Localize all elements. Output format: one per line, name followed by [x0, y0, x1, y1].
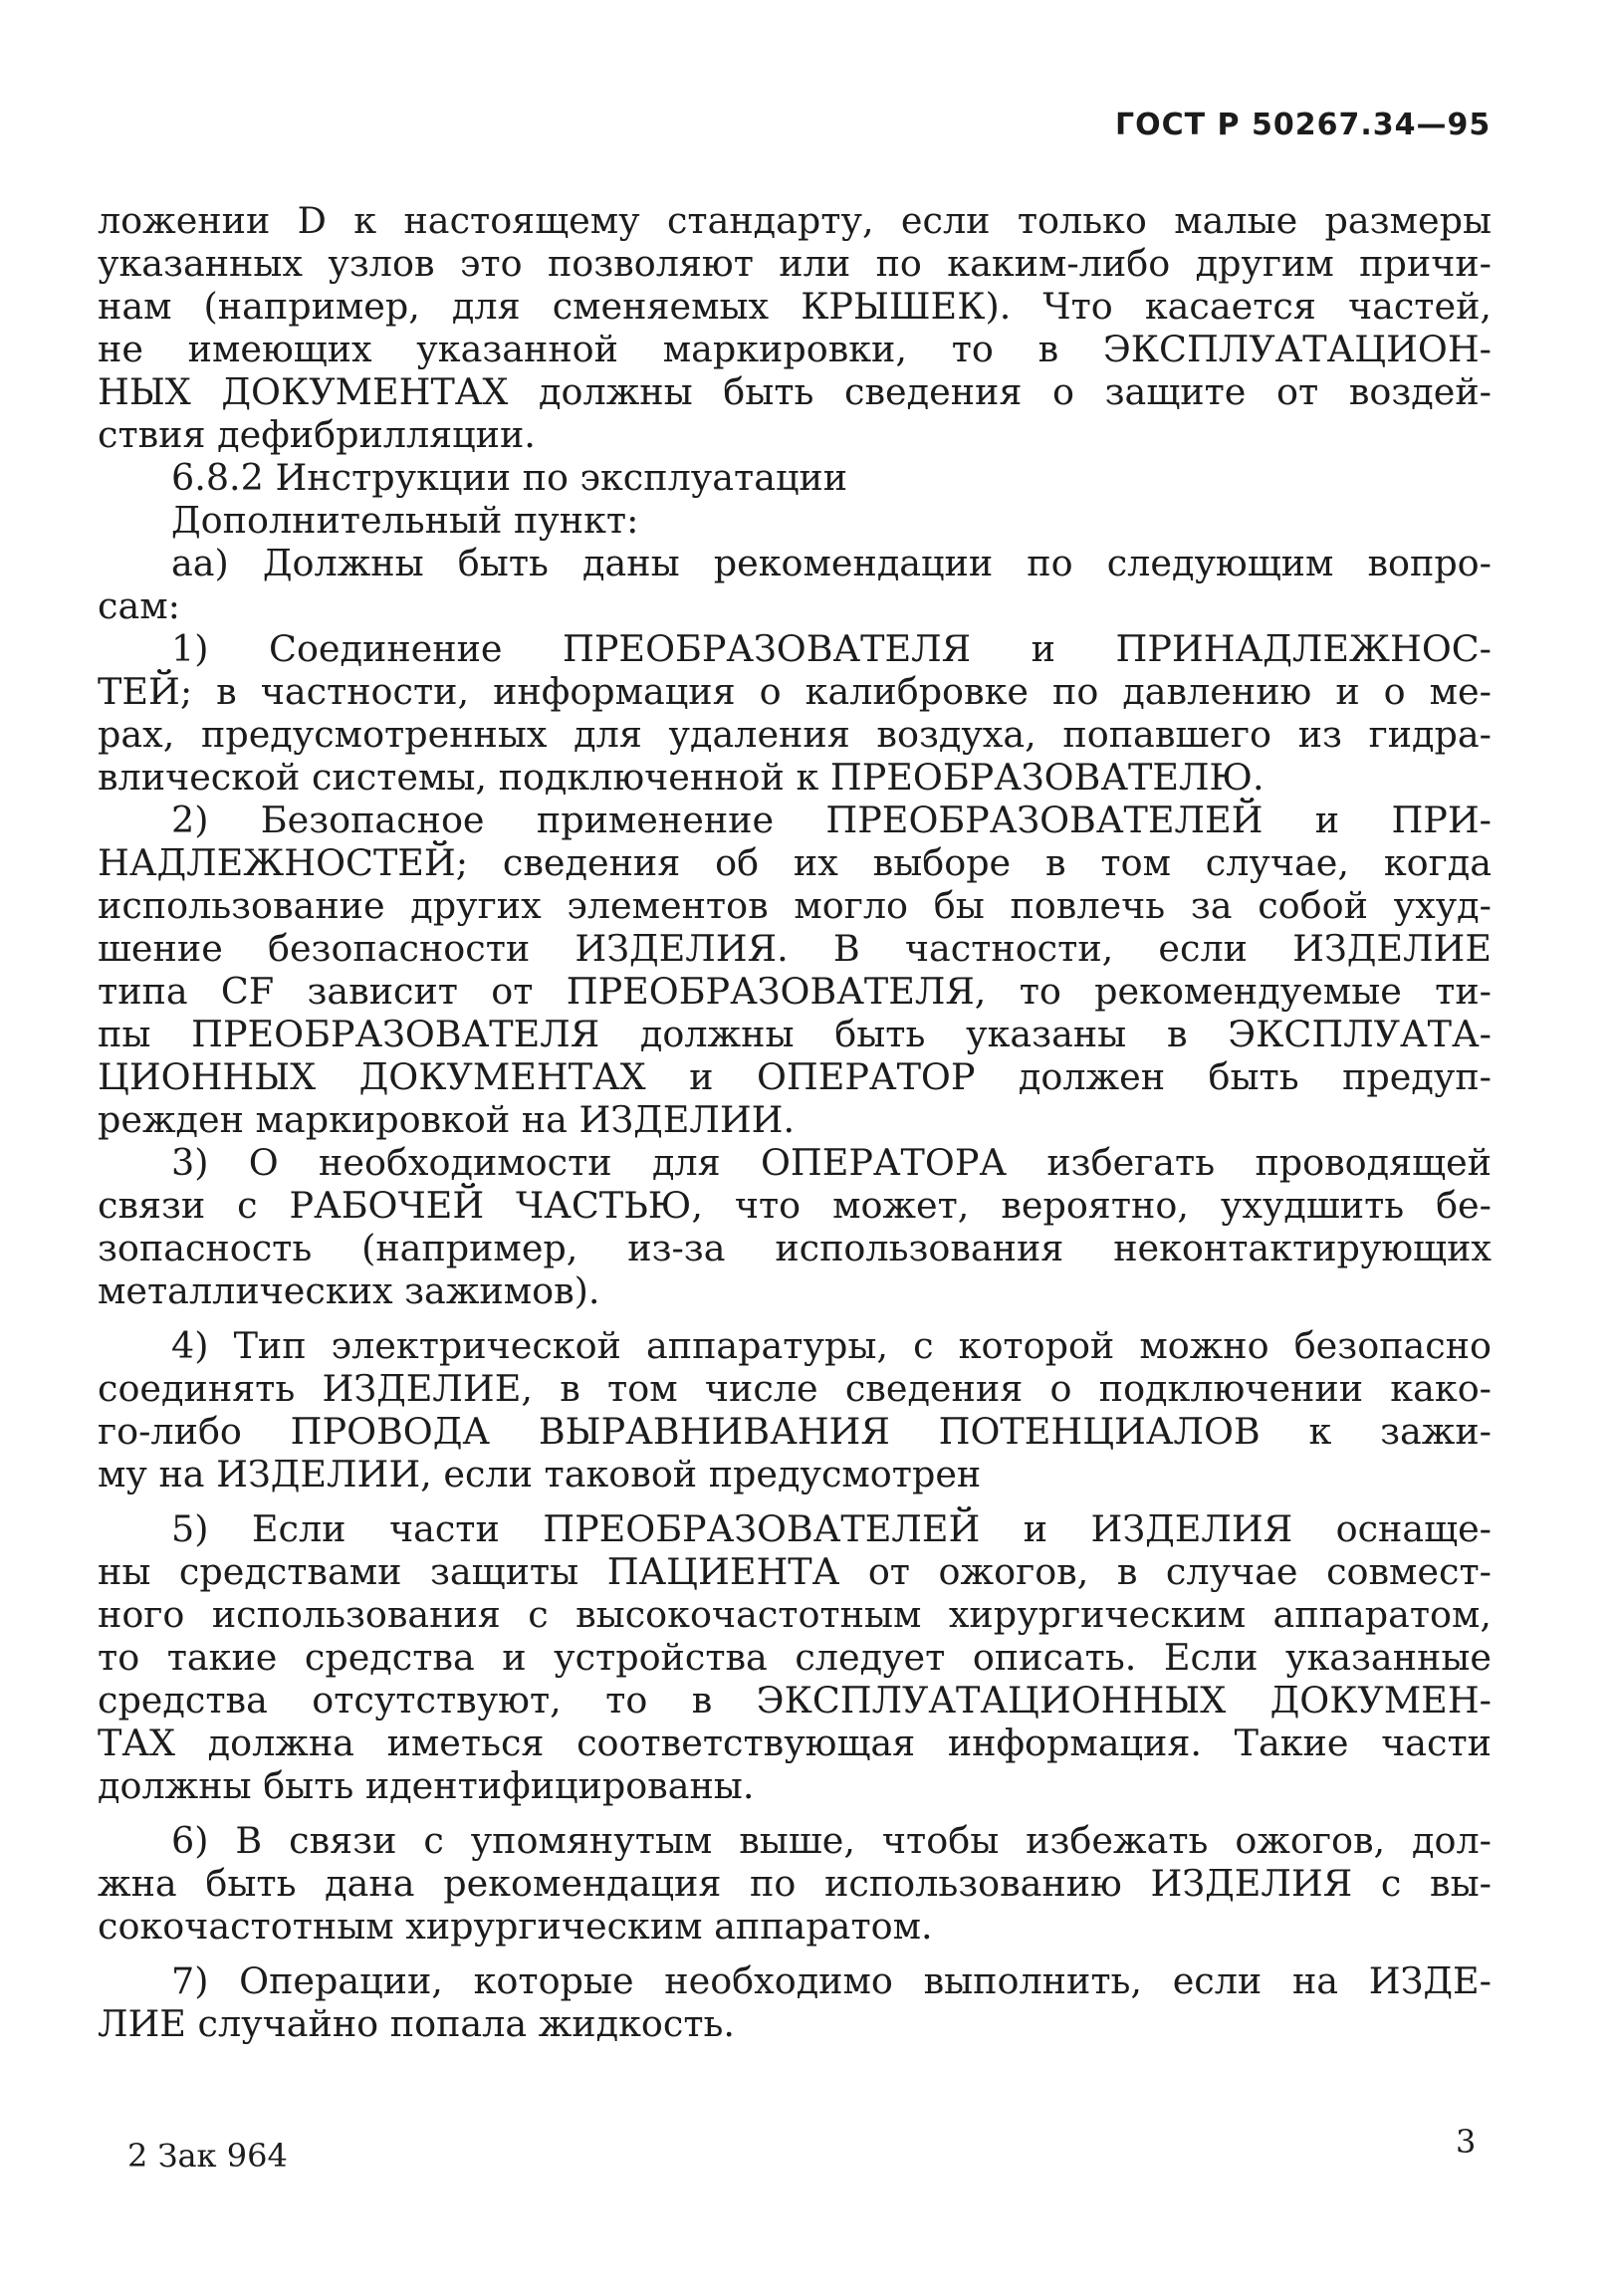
list-item-4: 4) Тип электрической аппаратуры, с которой можно безопасно	[171, 1324, 1492, 1367]
document-code-header: ГОСТ Р 50267.34—95	[1115, 108, 1492, 142]
text-line: сам:	[98, 584, 180, 627]
text-line: Дополнительный пункт:	[171, 499, 639, 542]
text-line: ТАХ должна иметься соответствующая информация. Такие части	[98, 1722, 1492, 1764]
text-line: не имеющих указанной маркировки, то в ЭКСПЛУАТАЦИОН-	[98, 328, 1492, 370]
text-line: му на ИЗДЕЛИИ, если таковой предусмотрен	[98, 1453, 982, 1495]
list-item-6: 6) В связи с упомянутым выше, чтобы избежать ожогов, дол-	[171, 1819, 1492, 1862]
section-heading: 6.8.2 Инструкции по эксплуатации	[171, 456, 848, 499]
text-line: должны быть идентифицированы.	[98, 1764, 755, 1807]
text-line: ны средствами защиты ПАЦИЕНТА от ожогов, в случае совмест-	[98, 1550, 1492, 1593]
text-line: использование других элементов могло бы повлечь за собой ухуд-	[98, 884, 1492, 927]
text-line: типа CF зависит от ПРЕОБРАЗОВАТЕЛЯ, то рекомендуемые ти-	[98, 970, 1492, 1013]
text-line: ложении D к настоящему стандарту, если только малые размеры	[98, 199, 1492, 242]
text-line: сокочастотным хирургическим аппаратом.	[98, 1905, 933, 1948]
text-line: связи с РАБОЧЕЙ ЧАСТЬЮ, что может, вероятно, ухудшить бе-	[98, 1184, 1492, 1227]
text-line: аа) Должны быть даны рекомендации по следующим вопро-	[171, 542, 1492, 584]
list-item-3: 3) О необходимости для ОПЕРАТОРА избегать проводящей	[171, 1141, 1492, 1184]
list-item-1: 1) Соединение ПРЕОБРАЗОВАТЕЛЯ и ПРИНАДЛЕЖНОС-	[171, 627, 1492, 670]
text-line: зопасность (например, из-за использования неконтактирующих	[98, 1227, 1492, 1269]
text-line: соединять ИЗДЕЛИЕ, в том числе сведения о подключении како-	[98, 1367, 1492, 1410]
text-line: шение безопасности ИЗДЕЛИЯ. В частности, если ИЗДЕЛИЕ	[98, 927, 1492, 970]
text-line: средства отсутствуют, то в ЭКСПЛУАТАЦИОННЫХ ДОКУМЕН-	[98, 1679, 1492, 1722]
text-line: го-либо ПРОВОДА ВЫРАВНИВАНИЯ ПОТЕНЦИАЛОВ к зажи-	[98, 1410, 1492, 1453]
list-item-5: 5) Если части ПРЕОБРАЗОВАТЕЛЕЙ и ИЗДЕЛИЯ оснаще-	[171, 1507, 1492, 1550]
text-line: ствия дефибрилляции.	[98, 413, 536, 456]
text-line: указанных узлов это позволяют или по каким-либо другим причи-	[98, 242, 1492, 285]
text-line: пы ПРЕОБРАЗОВАТЕЛЯ должны быть указаны в ЭКСПЛУАТА-	[98, 1013, 1492, 1055]
text-line: ЦИОННЫХ ДОКУМЕНТАХ и ОПЕРАТОР должен быть предуп-	[98, 1055, 1492, 1098]
text-line: НАДЛЕЖНОСТЕЙ; сведения об их выборе в том случае, когда	[98, 841, 1492, 884]
text-line: влической системы, подключенной к ПРЕОБРАЗОВАТЕЛЮ.	[98, 756, 1265, 799]
list-item-2: 2) Безопасное применение ПРЕОБРАЗОВАТЕЛЕЙ и ПРИ-	[171, 799, 1492, 841]
text-line: рах, предусмотренных для удаления воздуха, попавшего из гидра-	[98, 713, 1492, 756]
text-line: ТЕЙ; в частности, информация о калибровке по давлению и о ме-	[98, 670, 1492, 713]
text-line: режден маркировкой на ИЗДЕЛИИ.	[98, 1098, 796, 1141]
order-number: 2 Зак 964	[127, 2137, 288, 2175]
text-line: металлических зажимов).	[98, 1269, 600, 1312]
text-line: жна быть дана рекомендация по использованию ИЗДЕЛИЯ с вы-	[98, 1862, 1492, 1905]
text-line: ЛИЕ случайно попала жидкость.	[98, 2002, 735, 2045]
text-line: нам (например, для сменяемых КРЫШЕК). Что касается частей,	[98, 285, 1492, 328]
text-line: ного использования с высокочастотным хирургическим аппаратом,	[98, 1593, 1492, 1636]
list-item-7: 7) Операции, которые необходимо выполнить, если на ИЗДЕ-	[171, 1959, 1492, 2002]
body-text	[98, 199, 1492, 2045]
page-number: 3	[1456, 2123, 1477, 2161]
text-line: то такие средства и устройства следует описать. Если указанные	[98, 1636, 1492, 1679]
text-line: НЫХ ДОКУМЕНТАХ должны быть сведения о защите от воздей-	[98, 370, 1492, 413]
